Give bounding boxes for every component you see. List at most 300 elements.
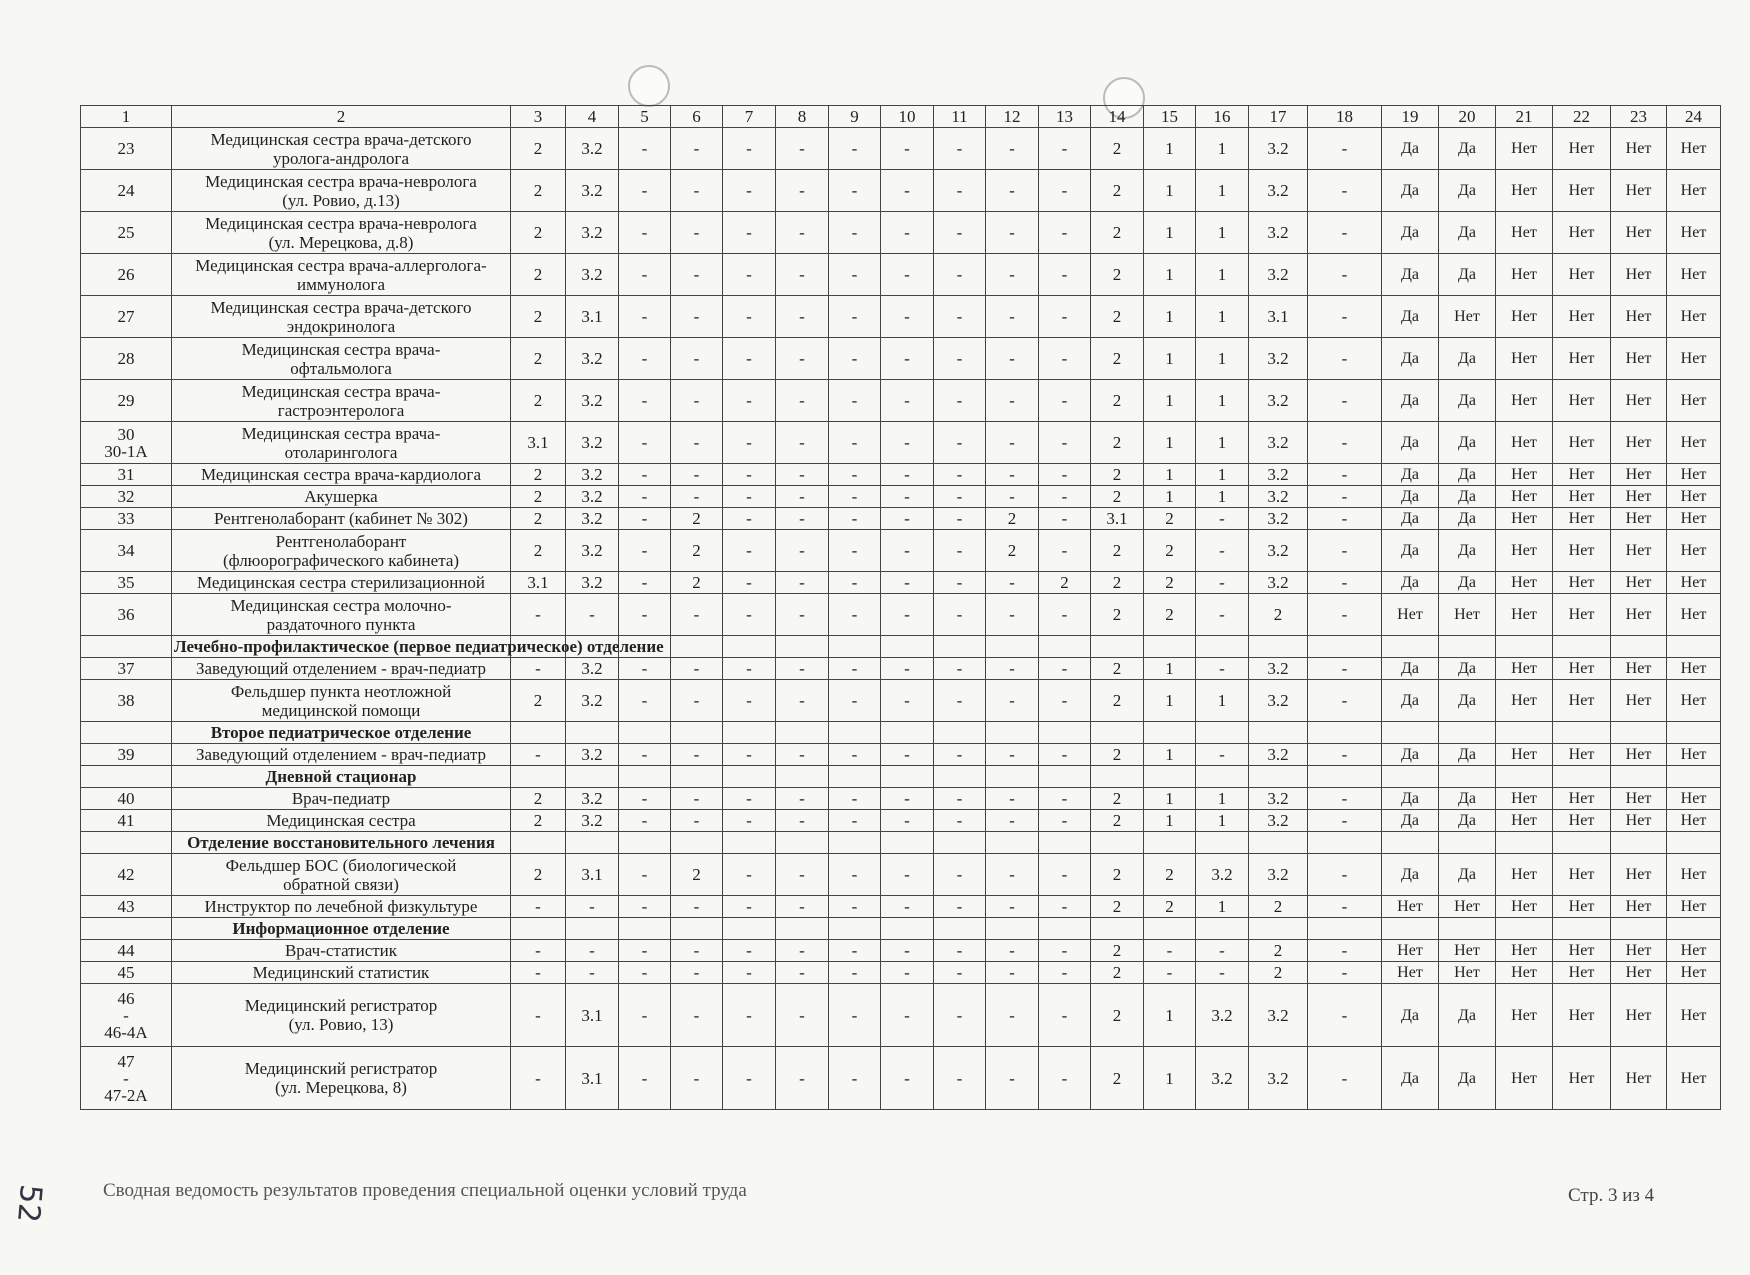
value-cell: - [986, 1047, 1039, 1110]
value-cell: - [776, 572, 829, 594]
value-cell: - [881, 594, 934, 636]
value-cell: - [723, 896, 776, 918]
value-cell: 2 [1091, 984, 1144, 1047]
value-cell: - [1196, 594, 1249, 636]
value-cell: Нет [1382, 896, 1439, 918]
position-name [172, 744, 511, 766]
value-cell: Нет [1553, 212, 1611, 254]
value-cell: 2 [1091, 530, 1144, 572]
value-cell: Нет [1667, 464, 1721, 486]
value-cell: Да [1439, 854, 1496, 896]
value-cell: - [986, 940, 1039, 962]
empty-cell [1667, 918, 1721, 940]
value-cell: - [511, 984, 566, 1047]
value-cell: Нет [1553, 896, 1611, 918]
value-cell: 2 [671, 572, 723, 594]
value-cell: - [776, 296, 829, 338]
position-name-line: (ул. Мерецкова, д.8) [268, 232, 414, 252]
value-cell: 1 [1196, 128, 1249, 170]
value-cell: 2 [511, 464, 566, 486]
value-cell: - [511, 896, 566, 918]
value-cell: Да [1439, 1047, 1496, 1110]
value-cell: Нет [1553, 854, 1611, 896]
empty-cell [1667, 636, 1721, 658]
column-number-cell: 1 [81, 106, 172, 128]
value-cell: - [511, 744, 566, 766]
value-cell: - [986, 486, 1039, 508]
value-cell: Нет [1667, 744, 1721, 766]
value-cell: Нет [1553, 170, 1611, 212]
table-row [81, 680, 1721, 722]
column-number-cell: 13 [1039, 106, 1091, 128]
value-cell: - [881, 680, 934, 722]
value-cell: Да [1382, 508, 1439, 530]
value-cell: - [1308, 254, 1382, 296]
value-cell: Нет [1667, 658, 1721, 680]
value-cell: - [1308, 984, 1382, 1047]
value-cell: Нет [1667, 962, 1721, 984]
value-cell: 3.2 [1249, 984, 1308, 1047]
empty-cell [1039, 766, 1091, 788]
value-cell: 2 [986, 508, 1039, 530]
empty-cell [934, 636, 986, 658]
section-title [172, 832, 511, 854]
value-cell: - [934, 296, 986, 338]
value-cell: 3.2 [1249, 680, 1308, 722]
value-cell: 2 [1091, 338, 1144, 380]
value-cell: - [934, 212, 986, 254]
value-cell: 3.2 [1249, 170, 1308, 212]
empty-cell [1382, 722, 1439, 744]
value-cell: Нет [1496, 170, 1553, 212]
value-cell: Нет [1553, 508, 1611, 530]
table-row [81, 788, 1721, 810]
value-cell: - [776, 212, 829, 254]
workplace-number [81, 962, 172, 984]
empty-cell [1382, 636, 1439, 658]
workplace-number-line: 36 [117, 605, 135, 624]
value-cell: - [829, 380, 881, 422]
value-cell: 2 [1091, 1047, 1144, 1110]
value-cell: - [829, 170, 881, 212]
position-name-line: Инструктор по лечебной физкультуре [204, 897, 478, 916]
value-cell: - [934, 464, 986, 486]
value-cell: Да [1439, 788, 1496, 810]
position-name-line: Рентгенолаборант (кабинет № 302) [214, 509, 468, 528]
handwritten-page-mark: 52 [9, 1182, 49, 1225]
value-cell: - [934, 254, 986, 296]
value-cell: - [776, 530, 829, 572]
value-cell: Нет [1667, 594, 1721, 636]
value-cell: - [619, 940, 671, 962]
value-cell: 3.2 [1249, 572, 1308, 594]
value-cell: Нет [1496, 254, 1553, 296]
column-number-cell: 5 [619, 106, 671, 128]
value-cell: 2 [1144, 508, 1196, 530]
value-cell: 1 [1196, 380, 1249, 422]
section-row [81, 766, 1721, 788]
value-cell: - [671, 594, 723, 636]
position-name-line: Врач-педиатр [291, 789, 391, 808]
table-row [81, 810, 1721, 832]
value-cell: - [723, 254, 776, 296]
value-cell: Нет [1496, 658, 1553, 680]
value-cell: 1 [1196, 680, 1249, 722]
value-cell: 2 [1144, 594, 1196, 636]
value-cell: - [671, 380, 723, 422]
value-cell: Да [1439, 744, 1496, 766]
value-cell: - [776, 464, 829, 486]
section-title [172, 636, 664, 658]
value-cell: Нет [1496, 128, 1553, 170]
position-name [172, 170, 511, 212]
column-number-cell: 15 [1144, 106, 1196, 128]
value-cell: Нет [1611, 658, 1667, 680]
value-cell: - [619, 962, 671, 984]
workplace-number-line: 33 [117, 509, 135, 528]
position-name [172, 1047, 511, 1110]
value-cell: - [829, 962, 881, 984]
value-cell: 2 [1249, 896, 1308, 918]
empty-cell [1496, 636, 1553, 658]
value-cell: - [619, 508, 671, 530]
workplace-number-line: 37 [117, 659, 135, 678]
value-cell: 3.2 [1249, 380, 1308, 422]
value-cell: 3.2 [566, 572, 619, 594]
value-cell: 2 [511, 788, 566, 810]
value-cell: - [829, 508, 881, 530]
table-row [81, 854, 1721, 896]
value-cell: - [1196, 658, 1249, 680]
position-name [172, 128, 511, 170]
value-cell: 1 [1144, 170, 1196, 212]
workplace-number-line: 31 [117, 465, 135, 484]
value-cell: - [671, 788, 723, 810]
value-cell: 2 [511, 380, 566, 422]
value-cell: Нет [1439, 594, 1496, 636]
value-cell: Да [1382, 338, 1439, 380]
section-num-cell [81, 636, 172, 658]
value-cell: - [619, 744, 671, 766]
value-cell: - [986, 338, 1039, 380]
value-cell: Нет [1496, 810, 1553, 832]
value-cell: - [511, 962, 566, 984]
value-cell: 3.2 [566, 744, 619, 766]
empty-cell [723, 832, 776, 854]
value-cell: Нет [1553, 486, 1611, 508]
value-cell: 3.2 [566, 380, 619, 422]
position-name-line: Заведующий отделением - врач-педиатр [195, 745, 487, 764]
workplace-number-line: 29 [117, 391, 135, 410]
value-cell: - [829, 530, 881, 572]
column-number-cell: 19 [1382, 106, 1439, 128]
value-cell: Нет [1382, 962, 1439, 984]
empty-cell [1439, 636, 1496, 658]
value-cell: - [723, 212, 776, 254]
value-cell: Нет [1667, 212, 1721, 254]
value-cell: 3.2 [1196, 984, 1249, 1047]
empty-cell [1439, 722, 1496, 744]
value-cell: Нет [1667, 1047, 1721, 1110]
value-cell: Да [1382, 486, 1439, 508]
value-cell: - [1039, 962, 1091, 984]
value-cell: - [1308, 680, 1382, 722]
value-cell: - [776, 170, 829, 212]
value-cell: - [619, 254, 671, 296]
value-cell: Нет [1611, 422, 1667, 464]
empty-cell [1611, 722, 1667, 744]
section-title-text: Дневной стационар [265, 767, 417, 786]
value-cell: - [671, 1047, 723, 1110]
value-cell: 3.2 [566, 658, 619, 680]
value-cell: - [1039, 380, 1091, 422]
position-name [172, 854, 511, 896]
empty-cell [1439, 918, 1496, 940]
value-cell: Нет [1611, 486, 1667, 508]
value-cell: Нет [1611, 940, 1667, 962]
position-name-line: эндокринолога [286, 316, 396, 336]
value-cell: Нет [1611, 896, 1667, 918]
column-number-cell: 12 [986, 106, 1039, 128]
value-cell: - [881, 788, 934, 810]
empty-cell [1039, 918, 1091, 940]
empty-cell [1611, 832, 1667, 854]
value-cell: 2 [511, 486, 566, 508]
value-cell: Нет [1496, 680, 1553, 722]
position-name [172, 486, 511, 508]
value-cell: Нет [1496, 788, 1553, 810]
empty-cell [986, 766, 1039, 788]
column-number-cell: 11 [934, 106, 986, 128]
value-cell: - [776, 788, 829, 810]
section-row [81, 832, 1721, 854]
value-cell: - [829, 940, 881, 962]
position-name-line: Медицинская сестра стерилизационной [196, 573, 486, 592]
value-cell: - [671, 984, 723, 1047]
empty-cell [1553, 766, 1611, 788]
workplace-number-line: 46-4А [104, 1022, 148, 1042]
value-cell: 3.2 [566, 254, 619, 296]
table-row [81, 962, 1721, 984]
value-cell: - [671, 464, 723, 486]
value-cell: Нет [1553, 680, 1611, 722]
empty-cell [1039, 832, 1091, 854]
value-cell: - [881, 254, 934, 296]
value-cell: - [619, 422, 671, 464]
workplace-number-line: 35 [117, 573, 135, 592]
value-cell: 2 [671, 508, 723, 530]
value-cell: - [619, 1047, 671, 1110]
section-title [172, 766, 511, 788]
value-cell: - [881, 380, 934, 422]
empty-cell [986, 636, 1039, 658]
value-cell: - [934, 170, 986, 212]
value-cell: Нет [1667, 810, 1721, 832]
value-cell: Да [1439, 170, 1496, 212]
value-cell: Нет [1611, 1047, 1667, 1110]
position-name-line: Медицинский статистик [252, 963, 430, 982]
value-cell: - [1039, 1047, 1091, 1110]
value-cell: 1 [1144, 744, 1196, 766]
workplace-number-line: 25 [117, 223, 135, 242]
value-cell: Нет [1611, 744, 1667, 766]
position-name [172, 464, 511, 486]
value-cell: Нет [1611, 296, 1667, 338]
position-name-line: Медицинская сестра врача-невролога [205, 213, 477, 233]
value-cell: Нет [1553, 984, 1611, 1047]
empty-cell [1144, 832, 1196, 854]
value-cell: 3.2 [1249, 486, 1308, 508]
value-cell: 3.1 [566, 296, 619, 338]
empty-cell [619, 722, 671, 744]
value-cell: Нет [1611, 810, 1667, 832]
value-cell: Нет [1496, 530, 1553, 572]
value-cell: Нет [1439, 896, 1496, 918]
value-cell: 3.2 [1249, 530, 1308, 572]
position-name-line: Медицинская сестра врача-кардиолога [200, 465, 482, 484]
value-cell: - [1039, 422, 1091, 464]
value-cell: - [986, 170, 1039, 212]
value-cell: - [881, 508, 934, 530]
position-name [172, 212, 511, 254]
value-cell: Нет [1553, 810, 1611, 832]
empty-cell [1308, 832, 1382, 854]
value-cell: - [934, 422, 986, 464]
position-name [172, 338, 511, 380]
value-cell: Нет [1667, 296, 1721, 338]
position-name [172, 530, 511, 572]
value-cell: 2 [1091, 422, 1144, 464]
value-cell: - [619, 380, 671, 422]
value-cell: Нет [1553, 594, 1611, 636]
value-cell: - [1039, 680, 1091, 722]
value-cell: - [776, 962, 829, 984]
table-row [81, 896, 1721, 918]
position-name-line: Медицинская сестра врача-детского [210, 297, 472, 317]
value-cell: - [723, 380, 776, 422]
position-name-line: Медицинская сестра [266, 811, 416, 830]
empty-cell [723, 722, 776, 744]
value-cell: - [776, 594, 829, 636]
value-cell: Нет [1553, 338, 1611, 380]
table-row [81, 1047, 1721, 1110]
section-num-cell [81, 722, 172, 744]
value-cell: - [671, 940, 723, 962]
empty-cell [1667, 722, 1721, 744]
value-cell: 2 [511, 810, 566, 832]
value-cell: Нет [1553, 530, 1611, 572]
value-cell: - [723, 338, 776, 380]
value-cell: 1 [1144, 486, 1196, 508]
value-cell: - [723, 128, 776, 170]
empty-cell [1196, 832, 1249, 854]
value-cell: - [829, 788, 881, 810]
value-cell: 1 [1196, 896, 1249, 918]
value-cell: Нет [1553, 962, 1611, 984]
value-cell: - [881, 744, 934, 766]
value-cell: - [723, 788, 776, 810]
value-cell: Да [1382, 422, 1439, 464]
value-cell: 2 [511, 530, 566, 572]
value-cell: 3.2 [566, 680, 619, 722]
value-cell: 1 [1144, 810, 1196, 832]
value-cell: Нет [1611, 170, 1667, 212]
value-cell: Нет [1667, 128, 1721, 170]
workplace-number [81, 1047, 172, 1110]
value-cell: - [881, 128, 934, 170]
value-cell: - [511, 658, 566, 680]
workplace-number [81, 422, 172, 464]
empty-cell [986, 832, 1039, 854]
value-cell: - [1196, 572, 1249, 594]
empty-cell [511, 832, 566, 854]
empty-cell [829, 832, 881, 854]
value-cell: - [1308, 896, 1382, 918]
value-cell: - [881, 658, 934, 680]
empty-cell [1144, 722, 1196, 744]
workplace-number [81, 572, 172, 594]
value-cell: 3.1 [566, 984, 619, 1047]
table-row [81, 744, 1721, 766]
value-cell: - [881, 422, 934, 464]
value-cell: - [934, 508, 986, 530]
value-cell: - [776, 380, 829, 422]
value-cell: - [619, 658, 671, 680]
value-cell: Нет [1611, 338, 1667, 380]
value-cell: - [776, 508, 829, 530]
value-cell: Нет [1553, 744, 1611, 766]
empty-cell [1496, 832, 1553, 854]
workplace-number-line: - [123, 1068, 129, 1088]
value-cell: - [1039, 744, 1091, 766]
value-cell: Да [1382, 254, 1439, 296]
value-cell: - [986, 788, 1039, 810]
value-cell: 2 [1249, 962, 1308, 984]
column-number-cell: 9 [829, 106, 881, 128]
value-cell: - [566, 962, 619, 984]
value-cell: - [776, 940, 829, 962]
workplace-number-line: 41 [117, 811, 135, 830]
value-cell: - [776, 1047, 829, 1110]
value-cell: 3.2 [566, 810, 619, 832]
empty-cell [1611, 766, 1667, 788]
value-cell: - [619, 810, 671, 832]
empty-cell [566, 832, 619, 854]
value-cell: - [934, 338, 986, 380]
value-cell: Да [1439, 810, 1496, 832]
value-cell: Нет [1496, 338, 1553, 380]
value-cell: 1 [1196, 212, 1249, 254]
value-cell: 2 [1091, 170, 1144, 212]
table-row [81, 170, 1721, 212]
value-cell: Да [1439, 464, 1496, 486]
position-name-line: Медицинская сестра молочно- [230, 595, 452, 615]
column-number-cell: 3 [511, 106, 566, 128]
value-cell: - [934, 572, 986, 594]
value-cell: - [829, 128, 881, 170]
value-cell: - [619, 572, 671, 594]
value-cell: 2 [1091, 486, 1144, 508]
value-cell: - [881, 984, 934, 1047]
value-cell: 2 [1091, 572, 1144, 594]
value-cell: - [829, 254, 881, 296]
value-cell: - [1308, 1047, 1382, 1110]
value-cell: 2 [1039, 572, 1091, 594]
value-cell: Да [1382, 296, 1439, 338]
workplace-number [81, 658, 172, 680]
value-cell: - [723, 530, 776, 572]
value-cell: Нет [1611, 464, 1667, 486]
